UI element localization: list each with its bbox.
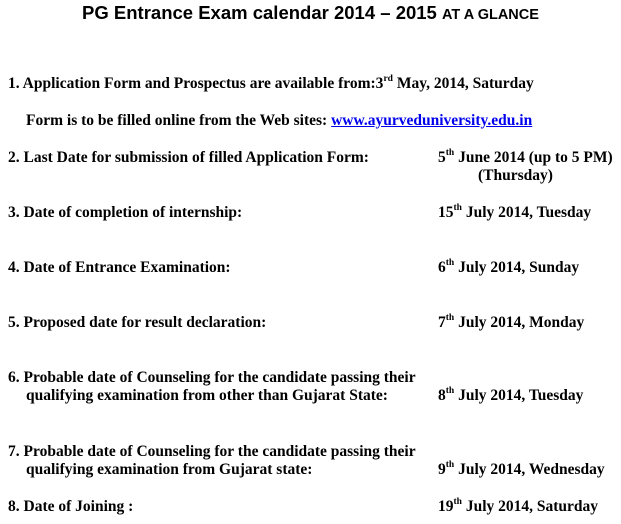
title-suffix: AT A GLANCE: [442, 7, 539, 23]
item-6-label-line2: qualifying examination from other than Gujarat State:: [26, 387, 388, 404]
item-1-value: May, 2014, Saturday: [392, 75, 534, 92]
item-2-label: 2. Last Date for submission of filled Application Form:: [8, 149, 369, 166]
item-7-label-line2: qualifying examination from Gujarat state:: [26, 461, 313, 478]
item-4-date: 6th July 2014, Sunday: [438, 257, 580, 276]
item-8-date: 19th July 2014, Saturday: [438, 496, 599, 515]
item-6-label-line1: 6. Probable date of Counseling for the candidate passing their: [8, 369, 416, 386]
online-form-row: [26, 112, 532, 130]
item-3-date: 15th July 2014, Tuesday: [438, 202, 592, 221]
item-7-date: 9th July 2014, Wednesday: [438, 459, 605, 478]
item-3-label: 3. Date of completion of internship:: [8, 204, 243, 221]
item-6-date: 8th July 2014, Tuesday: [438, 385, 584, 404]
item-8-label: 8. Date of Joining :: [8, 498, 134, 515]
page-title: [0, 2, 621, 24]
item-4-label: 4. Date of Entrance Examination:: [8, 259, 231, 276]
item-2-date: 5th June 2014 (up to 5 PM): [438, 147, 613, 166]
item-5-date: 7th July 2014, Monday: [438, 312, 585, 331]
item-2-day: (Thursday): [478, 167, 553, 184]
item-1-label: 1. Application Form and Prospectus are available from:3: [8, 75, 384, 92]
item-1-sup: rd: [383, 73, 393, 84]
item-5-label: 5. Proposed date for result declaration:: [8, 314, 267, 331]
website-link[interactable]: www.ayurveduniversity.edu.in: [331, 112, 533, 129]
title-main: PG Entrance Exam calendar 2014 – 2015: [82, 2, 437, 23]
online-form-text: Form is to be filled online from the Web sites:: [26, 112, 332, 129]
item-7-label-line1: 7. Probable date of Counseling for the candidate passing their: [8, 443, 416, 460]
item-1-row: [8, 75, 534, 93]
